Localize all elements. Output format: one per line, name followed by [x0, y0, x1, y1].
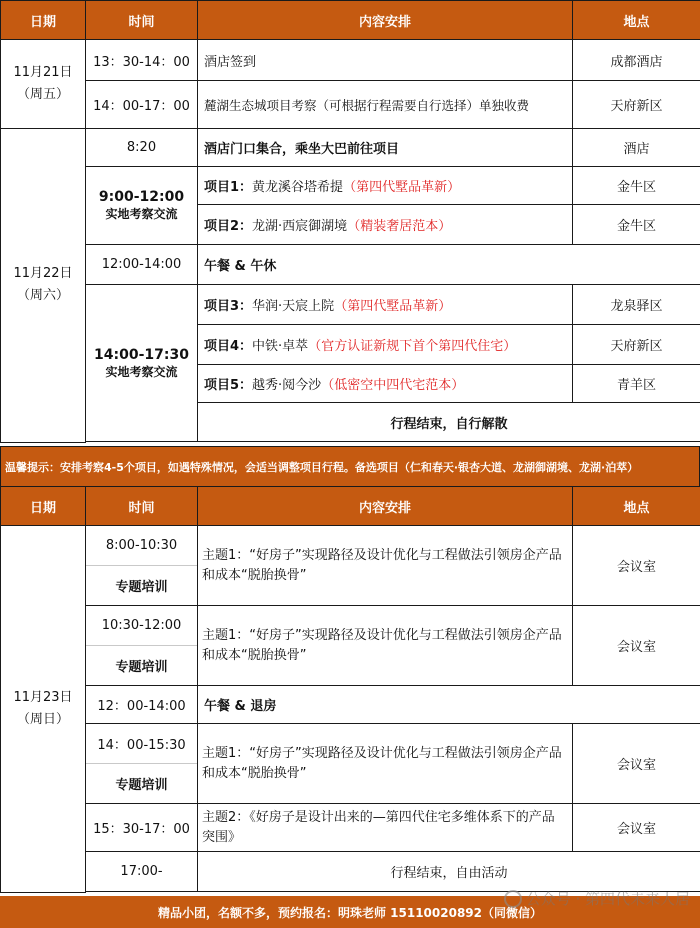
content-cell: 酒店签到: [198, 40, 573, 81]
time-cell: 15：30-17：00: [86, 804, 198, 852]
project-title: 中铁·卓萃: [252, 339, 309, 354]
date-cell-day1: [1, 40, 86, 129]
project-name: 项目2：: [204, 219, 253, 234]
project-cell: [198, 325, 573, 365]
project-title: 龙湖·西宸御湖境: [252, 219, 348, 234]
weekday-text: （周六）: [16, 288, 69, 304]
place-cell: 天府新区: [573, 325, 700, 365]
header-time: 时间: [86, 487, 198, 526]
project-tag: （第四代墅品革新）: [334, 299, 452, 314]
place-cell: 龙泉驿区: [573, 285, 700, 325]
time-cell: 8:00-10:30: [86, 526, 198, 566]
place-cell: 酒店: [573, 129, 700, 167]
date-text: 11月23日: [13, 689, 73, 705]
time-cell: 14：00-17：00: [86, 81, 198, 129]
time-cell: 12：00-14:00: [86, 686, 198, 724]
schedule-table-1: [0, 0, 700, 443]
schedule-table-2: [0, 486, 700, 893]
time-text: 9:00-12:00: [98, 189, 185, 205]
place-cell: 会议室: [573, 724, 700, 804]
table-row: [1, 81, 700, 129]
header-place: 地点: [573, 1, 700, 40]
notice-banner-table: [0, 446, 700, 488]
project-cell: [198, 365, 573, 403]
header-date: 日期: [1, 487, 86, 526]
date-cell-day3: [1, 526, 86, 893]
time-cell: 8:20: [86, 129, 198, 167]
header-content: 内容安排: [198, 487, 573, 526]
project-cell: [198, 285, 573, 325]
watermark-text: 公众号 · 第四代未来人居: [525, 890, 690, 908]
spacer-row: [1, 442, 700, 443]
table-row: [1, 129, 700, 167]
date-text: 11月22日: [13, 266, 73, 282]
end-of-day-cell: 行程结束，自由活动: [198, 852, 700, 892]
table-row: [1, 526, 700, 566]
project-tag: （官方认证新规下首个第四代住宅）: [308, 339, 517, 354]
table-row: [1, 40, 700, 81]
table-header: [1, 487, 700, 526]
wechat-logo-icon: [504, 890, 522, 908]
date-cell-day2: [1, 129, 86, 443]
activity-label: 实地考察交流: [105, 364, 178, 379]
table-row: [1, 804, 700, 852]
session-label: 专题培训: [86, 764, 198, 804]
notice-banner-wrap: [0, 446, 700, 488]
end-of-day-cell: 行程结束，自行解散: [198, 403, 700, 442]
footer-text: 精品小团，名额不多，预约报名：明珠老师 15110020892（同微信）: [157, 905, 543, 920]
project-name: 项目5：: [204, 378, 253, 393]
project-cell: [198, 167, 573, 205]
project-title: 越秀·阅今沙: [252, 378, 322, 393]
table-row: [1, 245, 700, 285]
weekday-text: （周日）: [16, 711, 69, 727]
place-cell: 会议室: [573, 526, 700, 606]
session-label: 专题培训: [86, 566, 198, 606]
time-cell: 13：30-14：00: [86, 40, 198, 81]
place-cell: 天府新区: [573, 81, 700, 129]
time-cell: 17:00-: [86, 852, 198, 892]
time-block-afternoon: [86, 285, 198, 442]
header-time: 时间: [86, 1, 198, 40]
time-cell: 10:30-12:00: [86, 606, 198, 646]
content-cell: 麓湖生态城项目考察（可根据行程需要自行选择）单独收费: [198, 81, 573, 129]
watermark: [504, 888, 690, 909]
header-place: 地点: [573, 487, 700, 526]
table-row: [1, 285, 700, 325]
time-block-morning: [86, 167, 198, 245]
table-row: [1, 852, 700, 892]
table-row: [1, 167, 700, 205]
topic-cell: 主题1：“好房子”实现路径及设计优化与工程做法引领房企产品和成本“脱胎换骨”: [198, 724, 573, 804]
table-row: [1, 724, 700, 764]
project-tag: （第四代墅品革新）: [343, 180, 461, 195]
activity-label: 实地考察交流: [105, 207, 178, 221]
notice-banner: 温馨提示：安排考察4-5个项目，如遇特殊情况，会适当调整项目行程。备选项目（仁和春天·银杏大道、龙湖御湖境、龙湖·泊萃）: [1, 447, 700, 488]
project-name: 项目4：: [204, 339, 253, 354]
topic-cell: 主题1：“好房子”实现路径及设计优化与工程做法引领房企产品和成本“脱胎换骨”: [198, 526, 573, 606]
content-cell: 午餐 & 退房: [198, 686, 700, 724]
content-cell: 午餐 & 午休: [198, 245, 700, 285]
topic-cell: 主题2：《好房子是设计出来的—第四代住宅多维体系下的产品突围》: [198, 804, 573, 852]
project-tag: （精装奢居范本）: [347, 219, 452, 234]
date-text: 11月21日: [13, 65, 73, 80]
project-title: 华润·天宸上院: [252, 299, 335, 314]
place-cell: 金牛区: [573, 167, 700, 205]
weekday-text: （周五）: [16, 87, 69, 102]
project-name: 项目1：: [204, 180, 253, 195]
place-cell: 金牛区: [573, 205, 700, 245]
place-cell: 成都酒店: [573, 40, 700, 81]
session-label: 专题培训: [86, 646, 198, 686]
header-content: 内容安排: [198, 1, 573, 40]
project-cell: [198, 205, 573, 245]
topic-cell: 主题1：“好房子”实现路径及设计优化与工程做法引领房企产品和成本“脱胎换骨”: [198, 606, 573, 686]
table-header: [1, 1, 700, 40]
project-name: 项目3：: [204, 299, 253, 314]
project-tag: （低密空中四代宅范本）: [321, 378, 465, 393]
place-cell: 会议室: [573, 804, 700, 852]
time-cell: 14：00-15:30: [86, 724, 198, 764]
content-cell: 酒店门口集合，乘坐大巴前往项目: [198, 129, 573, 167]
time-cell: 12:00-14:00: [86, 245, 198, 285]
table-row: [1, 686, 700, 724]
table-row: [1, 606, 700, 646]
header-date: 日期: [1, 1, 86, 40]
time-text: 14:00-17:30: [94, 346, 189, 363]
place-cell: 青羊区: [573, 365, 700, 403]
project-title: 黄龙溪谷塔希提: [252, 180, 344, 195]
place-cell: 会议室: [573, 606, 700, 686]
